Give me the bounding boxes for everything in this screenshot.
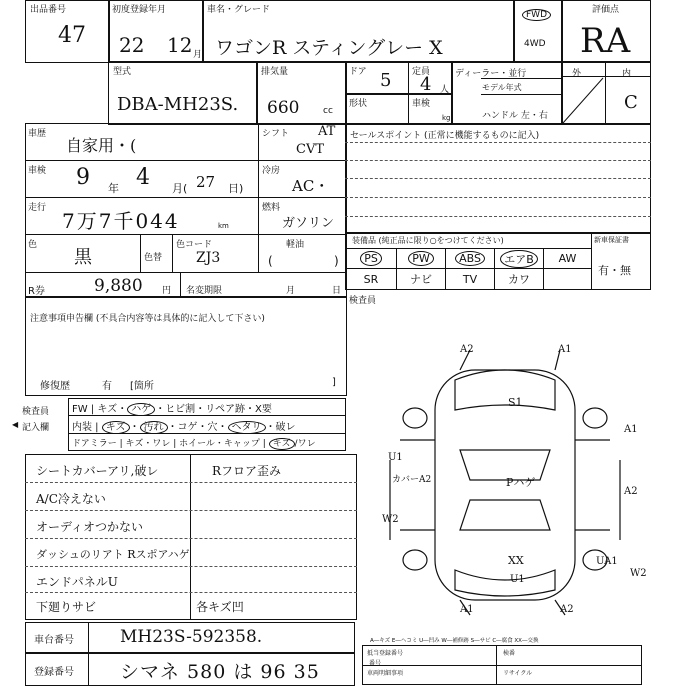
use-label: 車歴 <box>28 129 47 139</box>
inspection-month: 4 <box>136 165 150 190</box>
lot-number: 47 <box>58 23 86 48</box>
remarks-line-5 <box>25 592 357 593</box>
model-year-label: モデル年式 <box>482 83 522 92</box>
name-grade: ワゴンR スティングレー X <box>215 37 443 59</box>
reg-cert-label: 抵当登録番号 <box>367 650 404 657</box>
equip-ps-label: PS <box>360 251 382 266</box>
remarks-divider <box>190 454 191 620</box>
inspection-day: 27 <box>196 173 216 191</box>
check-row3: ドアミラー | キズ・ワレ | ホイール・キャップ | キズ /ワレ <box>72 439 316 449</box>
remark-6: 下廻りサビ <box>36 600 97 614</box>
check-fw: FW <box>72 404 88 415</box>
chassis: MH23S-592358. <box>120 627 263 647</box>
first-reg-box <box>108 0 204 63</box>
mark-w2-right: W2 <box>630 568 647 579</box>
capacity-label: 定員 <box>412 67 431 77</box>
color-code: ZJ3 <box>196 250 221 266</box>
remarks-line-1 <box>25 482 357 483</box>
yen-unit: 円 <box>162 286 172 296</box>
color-change-label: 色替 <box>144 253 163 263</box>
recycle-label: R券 <box>28 286 45 297</box>
reg-no-label: 番号 <box>369 660 382 667</box>
reg-box <box>25 652 355 686</box>
remarks-line-4 <box>25 566 357 567</box>
remark-2: A/C冷えない <box>36 492 106 506</box>
remark-3: オーディオつかない <box>36 520 144 534</box>
lot-label: 出品番号 <box>30 5 67 15</box>
displacement: 660 <box>267 98 300 118</box>
recycle: 9,880 <box>94 276 143 296</box>
eval-box <box>561 0 651 63</box>
reg: シマネ 580 は 96 35 <box>120 661 320 683</box>
day-unit: 日 <box>332 286 342 296</box>
check-int-sag: ヘタリ <box>228 421 266 434</box>
remark-1: シートカバーアリ,破レ <box>36 464 159 478</box>
legend: A―キズ E―ヘコミ U―凹み W―補修跡 S―サビ C―腐食 XX―交換 <box>370 638 539 644</box>
check-side-label-2: 記入欄 <box>22 423 50 433</box>
check-int-tear: 破レ <box>275 422 296 433</box>
check-mirror: ドアミラー <box>72 439 117 449</box>
equip-abs <box>445 248 495 269</box>
notes-box <box>25 296 347 396</box>
equip-sr-label: SR <box>363 272 379 286</box>
mileage: 7万7千044 <box>62 209 180 233</box>
remarks-line-2 <box>25 510 357 511</box>
equip-airbag-label: エアB <box>500 250 538 268</box>
paren-close: ) <box>334 254 339 268</box>
lot-box <box>25 0 110 63</box>
mark-p-hage: Pハゲ <box>506 476 536 489</box>
displacement-label: 排気量 <box>261 67 289 77</box>
check-side-label-1: 検査員 <box>22 407 50 417</box>
color-sub-label: 車検 <box>412 99 431 109</box>
right-label-1: 検番 <box>503 650 516 657</box>
repair-value: 有 <box>102 381 112 392</box>
reg-label: 登録番号 <box>34 667 74 678</box>
model-label: 型式 <box>113 67 132 77</box>
check-int-scratch: キズ <box>102 421 130 434</box>
check-mirror-val: キズ・ワレ <box>125 439 171 449</box>
color-divider-1 <box>140 234 141 272</box>
month-suffix: 月 <box>193 50 203 60</box>
equip-pw-label: PW <box>408 251 434 266</box>
remark-5: エンドパネルU <box>36 575 118 589</box>
mark-s1: S1 <box>508 396 523 409</box>
sales-line-1 <box>345 142 651 143</box>
drive-fwd: FWD <box>522 9 551 21</box>
equip-navi <box>396 268 446 290</box>
first-reg-year: 22 <box>119 33 145 57</box>
color-divider-2 <box>172 234 173 272</box>
shape-label: 形状 <box>349 99 368 109</box>
inspection-year: 9 <box>76 165 90 190</box>
mileage-label: 走行 <box>28 203 47 213</box>
equip-navi-label: ナビ <box>410 273 432 286</box>
capacity: 4 <box>420 74 432 95</box>
check-peel: ハゲ <box>127 403 155 416</box>
dealer-divider-2 <box>481 94 563 95</box>
mark-a1-top: A1 <box>558 344 572 355</box>
location-close: ] <box>332 377 336 388</box>
person-unit: 人 <box>440 85 450 95</box>
year-suffix: 年 <box>108 182 119 195</box>
drive-4wd: 4WD <box>524 39 546 49</box>
mark-ua1: UA1 <box>596 556 618 567</box>
remark-4: ダッシュのリアト Rスポアハゲ <box>36 548 190 561</box>
equip-abs-label: ABS <box>455 251 485 266</box>
mark-u1-bottom: U1 <box>510 574 525 585</box>
mark-a1-right: A1 <box>624 424 638 435</box>
recycle-divider <box>180 272 181 298</box>
mark-xx: XX <box>508 554 524 567</box>
sales-label: セールスポイント (正常に機能するものに記入) <box>350 131 540 141</box>
equip-leather-label: カワ <box>508 273 530 286</box>
check-int-burn: コゲ <box>177 422 198 433</box>
dealer-label: ディーラー・並行 <box>455 69 527 79</box>
warranty-value: 有・無 <box>598 264 631 277</box>
chassis-box <box>25 622 355 654</box>
equip-leather <box>494 268 544 290</box>
mark-cover-a2: カバーA2 <box>392 475 432 485</box>
displacement-box <box>256 61 347 125</box>
equip-tv-label: TV <box>462 272 478 286</box>
kg-unit: kg <box>442 114 451 122</box>
specs-vdivider <box>258 123 259 272</box>
equip-airbag <box>494 248 544 269</box>
model-box <box>108 61 258 125</box>
interior-grade: C <box>624 92 638 113</box>
fuel-label: 燃料 <box>262 203 281 213</box>
doors-label: ドア <box>349 67 367 77</box>
equip-sr <box>345 268 397 290</box>
equip-ps <box>345 248 397 269</box>
footer-right-line <box>362 665 642 666</box>
light-oil-label: 軽油 <box>286 240 305 250</box>
sales-line-5 <box>345 216 651 217</box>
check-row-1 <box>68 415 346 416</box>
cc-unit: cc <box>323 106 333 116</box>
ceo-label: 車両明細事項 <box>367 670 404 677</box>
repair-label: 修復歴 <box>40 381 70 392</box>
first-reg-month: 12 <box>167 33 193 57</box>
check-wheel-scratch: キズ <box>269 438 295 450</box>
specs-row-1 <box>25 160 347 161</box>
month-unit: 月 <box>286 286 296 296</box>
check-row1: FW | キズ・ ハゲ ・ヒビ割・リペア跡・X要 <box>72 404 272 415</box>
color-label: 色 <box>28 240 38 250</box>
shift-cvt: CVT <box>296 142 325 157</box>
check-arrow-icon: ◀ <box>12 420 19 429</box>
check-wheel-crack: ワレ <box>297 439 316 449</box>
equip-tv <box>445 268 495 290</box>
mark-a2-top: A2 <box>460 344 474 355</box>
mark-a2-right: A2 <box>624 486 638 497</box>
name-grade-label: 車名・グレード <box>207 5 271 15</box>
specs-row-2 <box>25 197 347 198</box>
exterior-label: 外 <box>572 69 582 79</box>
shape-divider <box>408 93 409 125</box>
inspection-label: 車検 <box>28 166 47 176</box>
km-unit: km <box>218 222 229 230</box>
paren-open: ( <box>268 254 273 268</box>
doors: 5 <box>380 70 392 91</box>
month-open: 月( <box>172 182 188 195</box>
doors-divider <box>408 61 409 95</box>
day-close: 日) <box>228 182 244 195</box>
remarks-line-3 <box>25 538 357 539</box>
check-repair: リペア跡 <box>205 404 245 415</box>
shift: AT <box>318 124 336 139</box>
mark-a1-bottom: A1 <box>460 604 474 615</box>
shift-label: シフト <box>262 129 290 139</box>
location-label: [箇所 <box>130 381 154 392</box>
check-int-hole: 穴 <box>207 422 218 433</box>
remark-right-2: 各キズ凹 <box>196 600 244 614</box>
equip-pw <box>396 248 446 269</box>
new-car-warranty-label: 新車保証書 <box>594 236 629 244</box>
remark-right-1: Rフロア歪み <box>212 464 282 478</box>
ac-label: 冷房 <box>262 166 281 176</box>
interior-label: 内 <box>622 69 632 79</box>
ac: AC・ <box>292 177 330 195</box>
shape-box <box>345 93 453 125</box>
grade-vdivider <box>605 61 606 125</box>
eval-label: 評価点 <box>592 5 620 15</box>
check-row2: 内装 | キズ ・ 汚れ ・コゲ・穴・ ヘタリ ・破レ <box>72 422 296 433</box>
equip-aw-label: AW <box>558 252 577 265</box>
exterior-slash <box>561 76 605 125</box>
check-interior: 内装 <box>72 422 92 433</box>
sales-line-2 <box>345 160 651 161</box>
mark-w2-left: W2 <box>382 514 399 525</box>
check-x: X要 <box>255 404 272 415</box>
check-scratch: キズ <box>97 404 118 415</box>
drive-box <box>513 0 563 63</box>
use: 自家用・( <box>66 136 137 155</box>
fuel: ガソリン <box>282 216 335 231</box>
check-crack: ヒビ割 <box>165 404 196 415</box>
notes-label: 注意事項申告欄 (不具合内容等は具体的に記入して下さい) <box>30 314 265 324</box>
equip-aw <box>543 248 592 269</box>
footer-right-vline <box>496 645 497 685</box>
mark-u1-left: U1 <box>388 452 403 463</box>
sales-line-4 <box>345 197 651 198</box>
right-label-2: リサイクル <box>503 670 533 677</box>
specs-row-3 <box>25 234 347 235</box>
chassis-label: 車台番号 <box>34 635 74 646</box>
check-int-dirt: 汚れ <box>140 421 168 434</box>
model: DBA-MH23S. <box>117 94 239 115</box>
sales-line-3 <box>345 178 651 179</box>
color: 黒 <box>74 247 92 268</box>
specs-row-4 <box>25 272 347 273</box>
dealer-box <box>451 61 563 125</box>
color-code-label: 色コード <box>176 240 213 250</box>
check-wheel: ホイール・キャップ <box>179 439 260 449</box>
eval-score: RA <box>580 21 631 61</box>
inspector-label: 検査員 <box>349 296 377 306</box>
handle-label: ハンドル 左・右 <box>482 111 548 121</box>
equipment-label: 装備品 (純正品に限り○をつけてください) <box>352 236 504 245</box>
dealer-divider-1 <box>481 78 563 79</box>
name-change-label: 名変期限 <box>186 286 223 296</box>
name-grade-box <box>202 0 515 63</box>
first-reg-label: 初度登録年月 <box>112 5 167 15</box>
doors-box <box>345 61 453 95</box>
mark-a2-bottom: A2 <box>560 604 574 615</box>
